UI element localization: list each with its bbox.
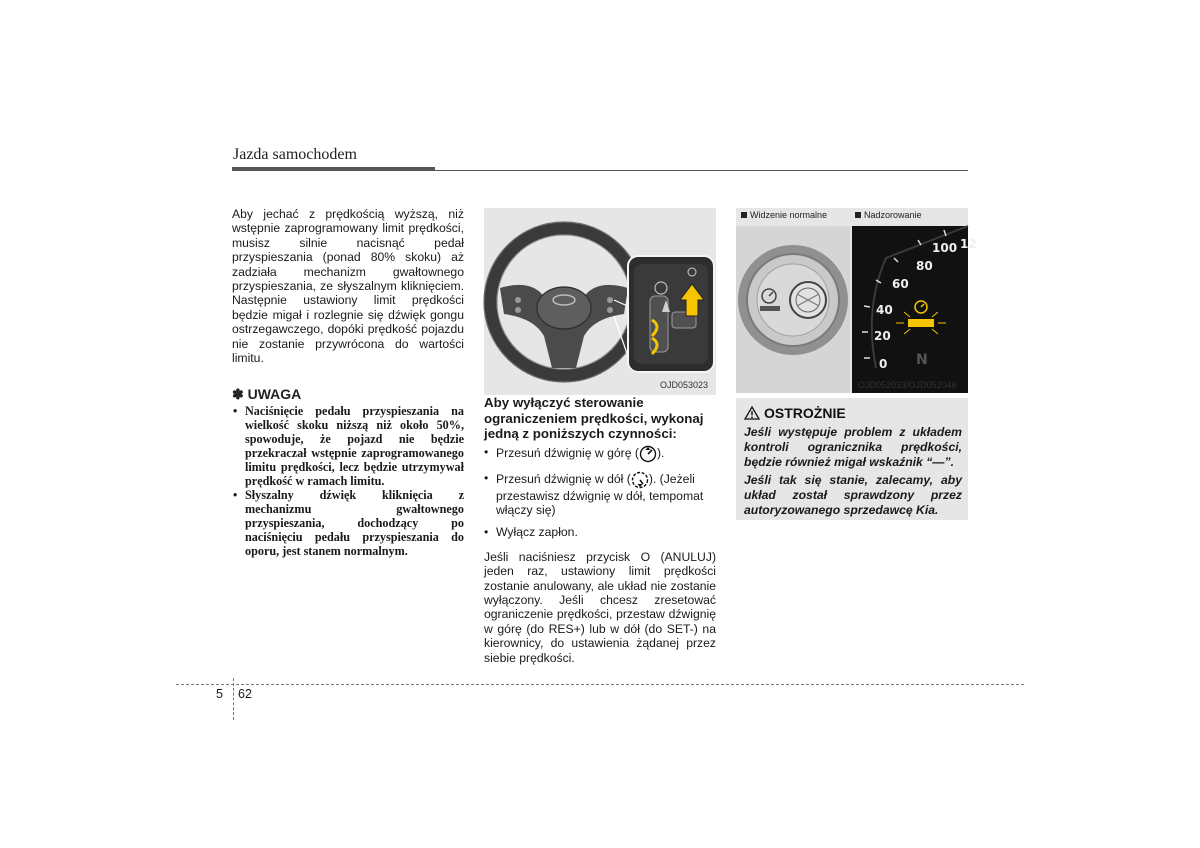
- step-item: [484, 445, 716, 463]
- step-text: Przesuń dźwignię w górę (: [496, 445, 639, 460]
- gauge-tick-60: 60: [892, 277, 909, 291]
- figure-code: OJD052033/OJD052046: [858, 380, 957, 390]
- gauge-tick-0: 0: [879, 357, 888, 371]
- legend-square-icon: [741, 212, 747, 218]
- step-text: ). (Jeżeli przestawisz dźwignię w dół, tempomat włączy się): [496, 471, 704, 517]
- gauge-tick-20: 20: [874, 329, 891, 343]
- cluster-illustration: [736, 208, 977, 393]
- gauge-tick-40: 40: [876, 303, 893, 317]
- footer-rule: [176, 684, 1024, 685]
- svg-text:N: N: [916, 352, 928, 368]
- step-text: Przesuń dźwignię w dół (: [496, 471, 631, 486]
- limit-override-paragraph: Aby jechać z prędkością wyższą, niż wstępnie zaprogramowany limit prędkości, musisz silnie nacisnąć pedał przyspieszania (ponad 80% skoku) aż zadziała mechanizm gwałtownego przyspieszania, ze słyszalnym kliknięciem. Następnie ustawiony limit prędkości będzie migał i rozlegnie się dźwięk gongu ostrzegawczego, dopóki prędkość pojazdu nie zostanie przywrócona do wartości limitu.: [232, 207, 464, 366]
- chapter-number: 5: [216, 687, 223, 701]
- mode-label-supervision: [855, 210, 922, 220]
- caution-paragraph: Jeśli występuje problem z układem kontroli ogranicznika prędkości, będzie również migał wskaźnik “—”.: [744, 425, 962, 469]
- step-item: • Wyłącz zapłon.: [484, 525, 716, 539]
- disable-steps: [484, 445, 716, 540]
- disable-heading: Aby wyłączyć sterowanie ograniczeniem prędkości, wykonaj jedną z poniższych czynności:: [484, 395, 704, 441]
- steering-wheel-illustration: [484, 208, 716, 395]
- footer-separator: [233, 678, 234, 720]
- warning-triangle-icon: [744, 406, 760, 420]
- mode-label-text: Nadzorowanie: [864, 210, 922, 220]
- page-header-title: Jazda samochodem: [233, 146, 357, 163]
- gauge-tick-80: 80: [916, 259, 933, 273]
- caution-paragraph: Jeśli tak się stanie, zalecamy, aby układ został sprawdzony przez autoryzowanego sprzedawcę Kia.: [744, 473, 962, 517]
- page-number: 62: [238, 687, 252, 701]
- step-item: [484, 471, 716, 518]
- step-text: ).: [656, 445, 665, 460]
- note-list: [232, 404, 464, 558]
- speedometer-up-icon: [639, 445, 657, 463]
- steering-wheel-figure: [484, 208, 716, 395]
- cancel-paragraph: Jeśli naciśniesz przycisk O (ANULUJ) jeden raz, ustawiony limit prędkości zostanie anulowany, ale układ nie zostanie wyłączony. Jeśli chcesz zresetować ograniczenie prędkości, przestaw dźwignię w górę (do RES+) lub w dół (do SET-) na kierownicy, do ustawienia żądanej przez siebie prędkości.: [484, 549, 716, 665]
- left-column: [232, 207, 464, 558]
- gauge-tick-120: 12: [960, 237, 977, 251]
- caution-text: [744, 425, 962, 518]
- middle-column: [484, 395, 716, 665]
- note-title: ✽ UWAGA: [232, 386, 302, 403]
- legend-square-icon: [855, 212, 861, 218]
- figure-code: OJD053023: [660, 380, 709, 390]
- mode-label-text: Widzenie normalne: [750, 210, 828, 220]
- caution-title-text: OSTROŻNIE: [764, 405, 846, 421]
- speedometer-down-icon: [631, 471, 649, 489]
- cluster-modes-figure: [736, 208, 977, 393]
- header-rule-thin: [232, 170, 968, 171]
- note-item: • Naciśnięcie pedału przyspieszania na wielkość skoku niższą niż około 50%, spowoduje, że pojazd nie będzie przekraczał wstępnie zaprogramowanego limitu prędkości, lecz będzie utrzymywał prędkość w ramach limitu.: [232, 404, 464, 488]
- caution-title: [744, 405, 846, 421]
- mode-label-normal: [741, 210, 827, 220]
- note-item: • Słyszalny dźwięk kliknięcia z mechanizmu gwałtownego przyspieszania, dochodzący po naciśnięciu pedału przyspieszania do oporu, jest stanem normalnym.: [232, 488, 464, 558]
- gauge-tick-100: 100: [932, 241, 958, 255]
